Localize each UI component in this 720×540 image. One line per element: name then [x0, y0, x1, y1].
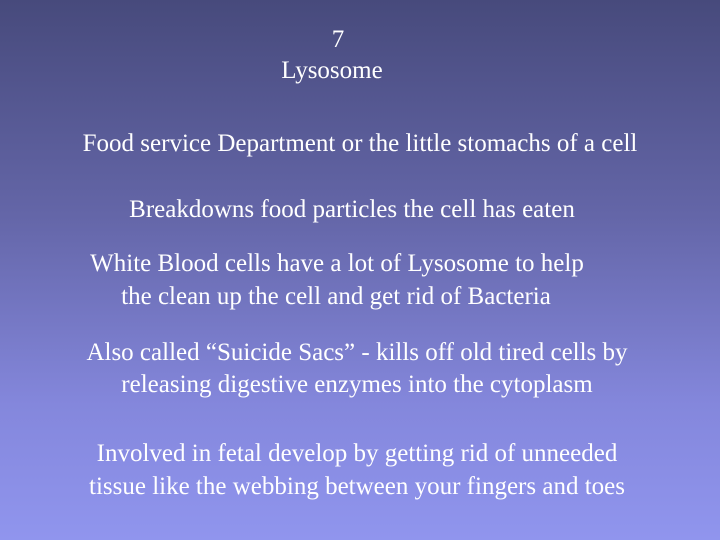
point-white-blood-cells-line-2: the clean up the cell and get rid of Bacteria: [121, 283, 551, 310]
point-fetal-develop-line-1: Involved in fetal develop by getting rid of unneeded: [96, 440, 618, 467]
point-breakdowns: Breakdowns food particles the cell has eaten: [129, 196, 575, 223]
point-white-blood-cells-line-1: White Blood cells have a lot of Lysosome to help: [90, 250, 584, 277]
point-suicide-sacs-line-1: Also called “Suicide Sacs” - kills off old tired cells by: [86, 339, 628, 366]
point-food-service: Food service Department or the little stomachs of a cell: [82, 130, 638, 157]
slide-title: Lysosome: [281, 57, 383, 84]
slide-number: 7: [331, 26, 345, 53]
point-fetal-develop-line-2: tissue like the webbing between your fingers and toes: [89, 473, 625, 500]
point-suicide-sacs-line-2: releasing digestive enzymes into the cytoplasm: [121, 371, 593, 398]
